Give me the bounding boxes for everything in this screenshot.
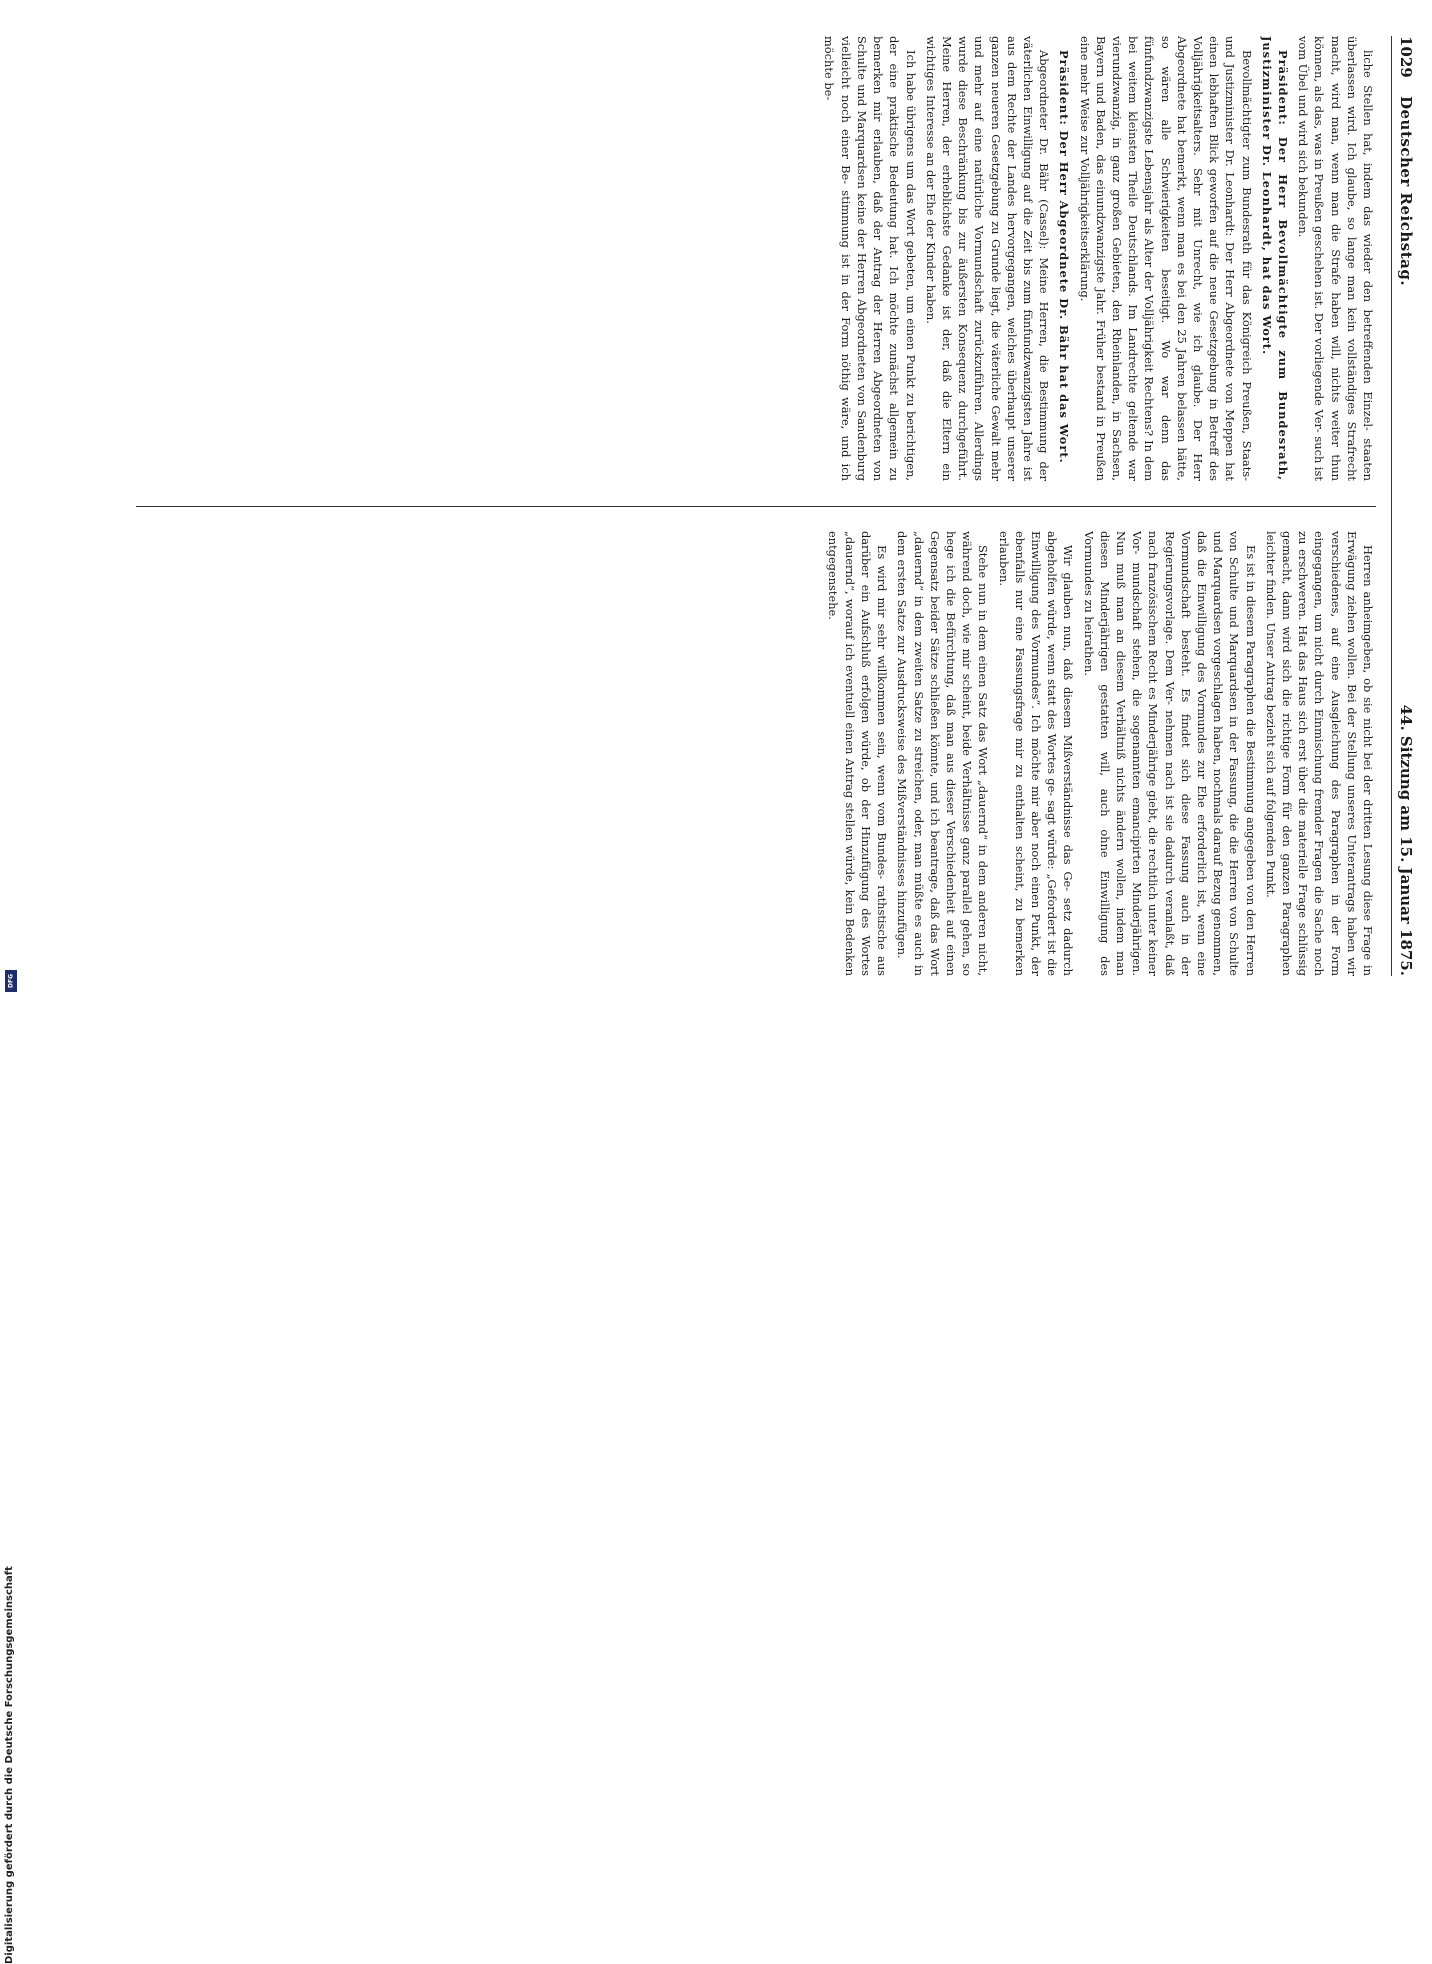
right-paragraph: Es ist in diesem Paragraphen die Bestimmung angegeben von den Herren von Schulte und Marquardsen in der Fassung, die die Herren von Schulte und Marquardsen vorgeschlagen haben, nochmals darauf Bezug genommen, daß die Einwilligung des Vormundes zur Ehe erforderlich ist, wenn eine Vormundschaft besteht. Es findet sich diese Fassung auch in der Regierungsvorlage. Dem Ver- nehmen nach ist sie dadurch veranlaßt, daß nach französischem Recht es Minderjährige giebt, die rechtlich unter keiner Vor- mundschaft stehen, die sogenannten emancipirten Minderjährigen. Nun muß man an diesem Verhältniß nichts ändern wollen, indem man diesen Minderjährigen gestatten will, auch ohne Einwilligung des Vormundes zu heirathen.: [1081, 531, 1258, 976]
column-divider: [136, 506, 1376, 507]
right-paragraph: Stehe nun in dem einen Satz das Wort „dauernd“ in dem anderen nicht, während doch, wie mir scheint, beide Verhältnisse ganz parallel gehen, so hege ich die Befürchtung, daß man aus dieser Verschiedenheit auf einen Gegensatz beider Sätze schließen könnte, und ich beantrage, daß das Wort „dauernd“ in dem zweiten Satze zu streichen, oder, man müßte es auch in dem ersten Satze zur Ausdrucksweise des Mißverständnisses hinzufügen.: [895, 531, 991, 976]
right-paragraph: Es wird mir sehr willkommen sein, wenn vom Bundes- rathstische aus darüber ein Aufschluß erfolgen würde, ob der Hinzufügung des Wortes „dauernd“, worauf ich eventuell einen Antrag stellen würde, kein Bedenken entgegenstehe.: [826, 531, 890, 976]
left-paragraph: liche Stellen hat, indem das wieder den betreffenden Einzel- staaten überlassen wird. Ich glaube, so lange man kein vollständiges Strafrecht macht, wird man, wenn man die Strafe haben will, nichts weiter thun können, als das, was in Preußen geschehen ist. Der vorliegende Ver- such ist vom Übel und wird sich bekunden.: [1296, 36, 1375, 481]
session-info: 44. Sitzung am 15. Januar 1875.: [1397, 704, 1415, 976]
left-paragraph: Bevollmächtigter zum Bundesrath für das Königreich Preußen, Staats- und Justizminister Dr. Leonhardt: Der Herr Abgeordnete von Meppen hat einen lebhaften Blick geworfen auf die neue Gesetzgebung in Betreff des Volljährigkeitsalters. Sehr mit Unrecht, wie ich glaube. Der Herr Abgeordnete hat bemerkt, wenn man es bei den 25 Jahren belassen hätte, so wären alle Schwierigkeiten beseitigt. Wo war denn das fünfundzwanzigste Lebensjahr als Alter der Volljährigkeit Rechtens? In dem bei weitem kleinsten Theile Deutschlands. Im Landrechte geltende war vierundzwanzig, in ganz großen Gebieten, den Rheinlanden, in Sachsen, Bayern und Baden, das einundzwanzigste Jahr. Früher bestand in Preußen eine mehr Weise zur Volljährigkeitserklärung.: [1077, 36, 1254, 481]
left-paragraph: Präsident: Der Herr Bevollmächtigte zum Bundesrath, Justizminister Dr. Leonhardt, hat das Wort.: [1259, 36, 1290, 481]
right-paragraph: Herren anheimgeben, ob sie nicht bei der dritten Lesung diese Frage in Erwägung ziehen wollen. Bei der Stellung unseres Unterantrags haben wir verschiedenes, auf eine Ausgleichung des Paragraphen in der Form eingegangen, um nicht durch Einmischung fremder Fragen die Sache noch zu erschweren. Hat das Haus sich erst über die materielle Frage schlüssig gemacht, dann wird sich die richtige Form für den ganzen Paragraphen leichter finden. Unser Antrag bezieht sich auf folgenden Punkt.: [1263, 531, 1375, 976]
left-paragraph: Abgeordneter Dr. Bähr (Cassel): Meine Herren, die Bestimmung der väterlichen Einwilligung auf die Zeit bis zum fünfundzwanzigsten Jahre ist aus dem Rechte der Landes hervorgegangen, welches überhaupt unserer ganzen neueren Gesetzgebung zu Grunde liegt, die väterliche Gewalt mehr und mehr auf eine natürliche Vormundschaft zurückzuführen. Allerdings wurde diese Beschränkung bis zur äußersten Konsequenz durchgeführt. Meine Herren, der erheblichste Gedanke ist der, daß die Eltern ein wichtiges Interesse an der Ehe der Kinder haben.: [923, 36, 1052, 481]
dfg-logo: DFG: [5, 970, 17, 992]
left-paragraph: Ich habe übrigens um das Wort gebeten, um einen Punkt zu berichtigen, der eine praktische Bedeutung hat. Ich möchte zunächst allgemein zu bemerken mir erlauben, daß der Antrag der Herren Abgeordneten von Schulte und Marquardsen keine der Herren Abgeordneten von Sandenburg vielleicht noch einer Be- stimmung ist in der Form nöthig wäre, und ich möchte be-: [822, 36, 918, 481]
left-column: [136, 36, 1376, 481]
page-header: [1391, 36, 1420, 976]
journal-title: Deutscher Reichstag.: [1397, 96, 1415, 287]
right-column: [136, 531, 1376, 976]
rotated-page: [120, 36, 1420, 976]
left-paragraph: Präsident: Der Herr Abgeordnete Dr. Bähr hat das Wort.: [1057, 50, 1072, 464]
credit-sidebar: [2, 0, 18, 1964]
page-number: 1029: [1397, 36, 1415, 78]
right-paragraph: Wir glauben nun, daß diesem Mißverständnisse das Ge- setz dadurch abgeholfen würde, wenn statt des Wortes ge- sagt würde: „Gefordert ist die Einwilligung des Vormundes“. Ich möchte mir aber noch einen Punkt, der ebenfalls nur eine Fassungsfrage mir zu enthalten scheint, zu bemerken erlauben.: [996, 531, 1076, 976]
dfg-credit-text: Digitalisierung gefördert durch die Deutsche Forschungsgemeinschaft: [4, 1566, 15, 1964]
